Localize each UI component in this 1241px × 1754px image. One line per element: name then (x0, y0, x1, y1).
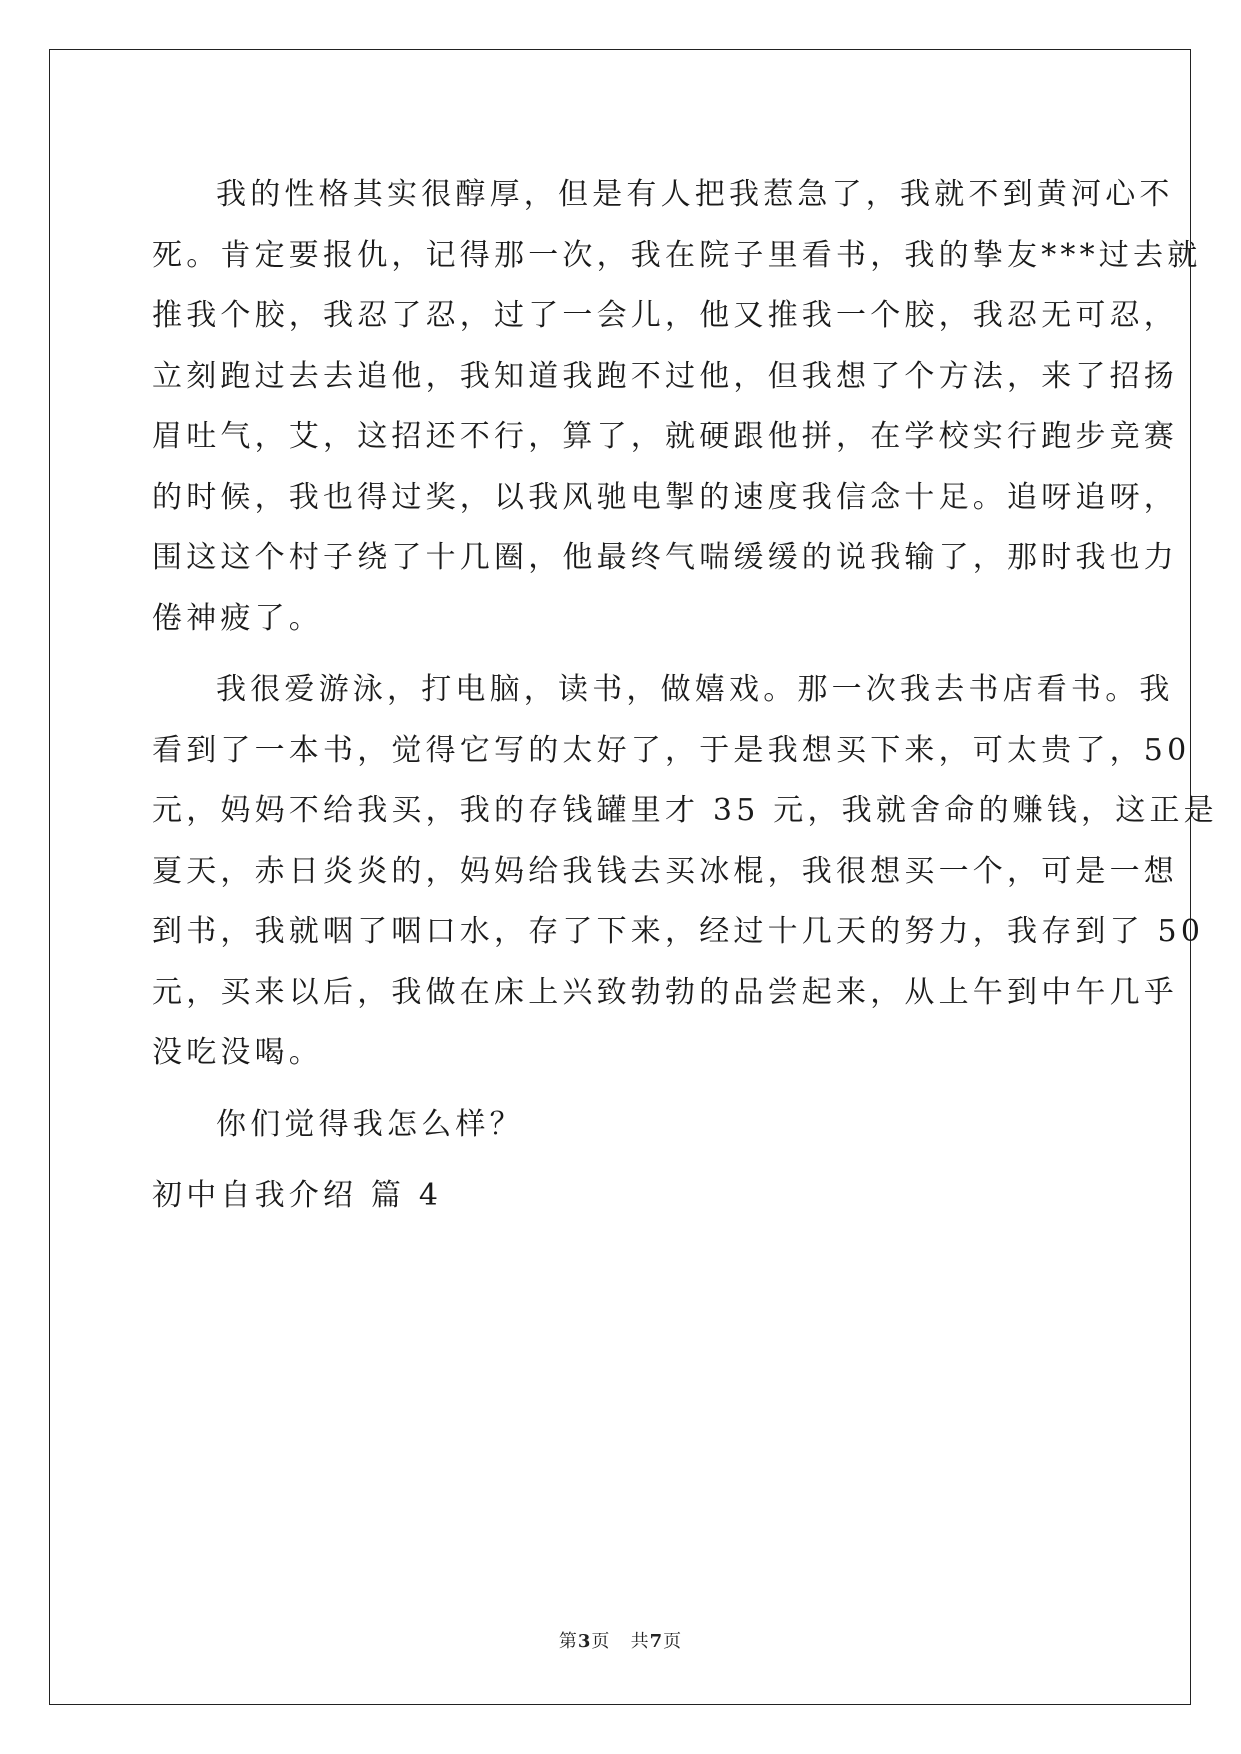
paragraph-line: 我很爱游泳，打电脑，读书，做嬉戏。那一次我去书店看书。我 (216, 672, 1174, 707)
paragraph-line: 看到了一本书，觉得它写的太好了，于是我想买下来，可太贵了，50 (152, 732, 1191, 768)
footer-page-prefix: 第 (558, 1631, 578, 1652)
document-body (152, 165, 1218, 1227)
paragraph-line: 眉吐气，艾，这招还不行，算了，就硬跟他拼，在学校实行跑步竞赛 (152, 419, 1178, 454)
footer-total-prefix: 共 (630, 1631, 650, 1652)
paragraph-line: 没吃没喝。 (152, 1035, 323, 1070)
footer-page-suffix: 页 (591, 1631, 611, 1652)
paragraph-1 (152, 165, 1202, 649)
paragraph-line: 元，买来以后，我做在床上兴致勃勃的品尝起来，从上午到中午几乎 (152, 974, 1178, 1010)
paragraph-line: 立刻跑过去去追他，我知道我跑不过他，但我想了个方法，来了招扬 (152, 358, 1178, 394)
paragraph-3 (152, 1095, 1087, 1156)
paragraph-line: 元，妈妈不给我买，我的存钱罐里才 35 元，我就舍命的赚钱，这正是 (152, 793, 1218, 828)
page-footer (0, 1627, 1241, 1653)
footer-total-suffix: 页 (663, 1631, 683, 1652)
paragraph-line: 到书，我就咽了咽口水，存了下来，经过十几天的努力，我存到了 50 (152, 914, 1205, 949)
section-heading: 初中自我介绍 篇 4 (152, 1178, 443, 1213)
paragraph-line: 围这这个村子绕了十几圈，他最终气喘缓缓的说我输了，那时我也力 (152, 540, 1178, 575)
footer-page-total: 7 (649, 1631, 664, 1652)
paragraph-line: 我的性格其实很醇厚，但是有人把我惹急了，我就不到黄河心不 (216, 177, 1174, 212)
paragraph-line: 推我个胶，我忍了忍，过了一会儿，他又推我一个胶，我忍无可忍， (152, 298, 1178, 333)
paragraph-2 (152, 660, 1218, 1084)
footer-page-current: 3 (577, 1631, 592, 1652)
paragraph-line: 夏天，赤日炎炎的，妈妈给我钱去买冰棍，我很想买一个，可是一想 (152, 853, 1178, 889)
paragraph-line: 的时候，我也得过奖，以我风驰电掣的速度我信念十足。追呀追呀， (152, 479, 1178, 515)
paragraph-line: 倦神疲了。 (152, 600, 323, 636)
paragraph-line: 你们觉得我怎么样？ (216, 1106, 524, 1142)
paragraph-line: 死。肯定要报仇，记得那一次，我在院子里看书，我的挚友***过去就 (152, 237, 1202, 273)
